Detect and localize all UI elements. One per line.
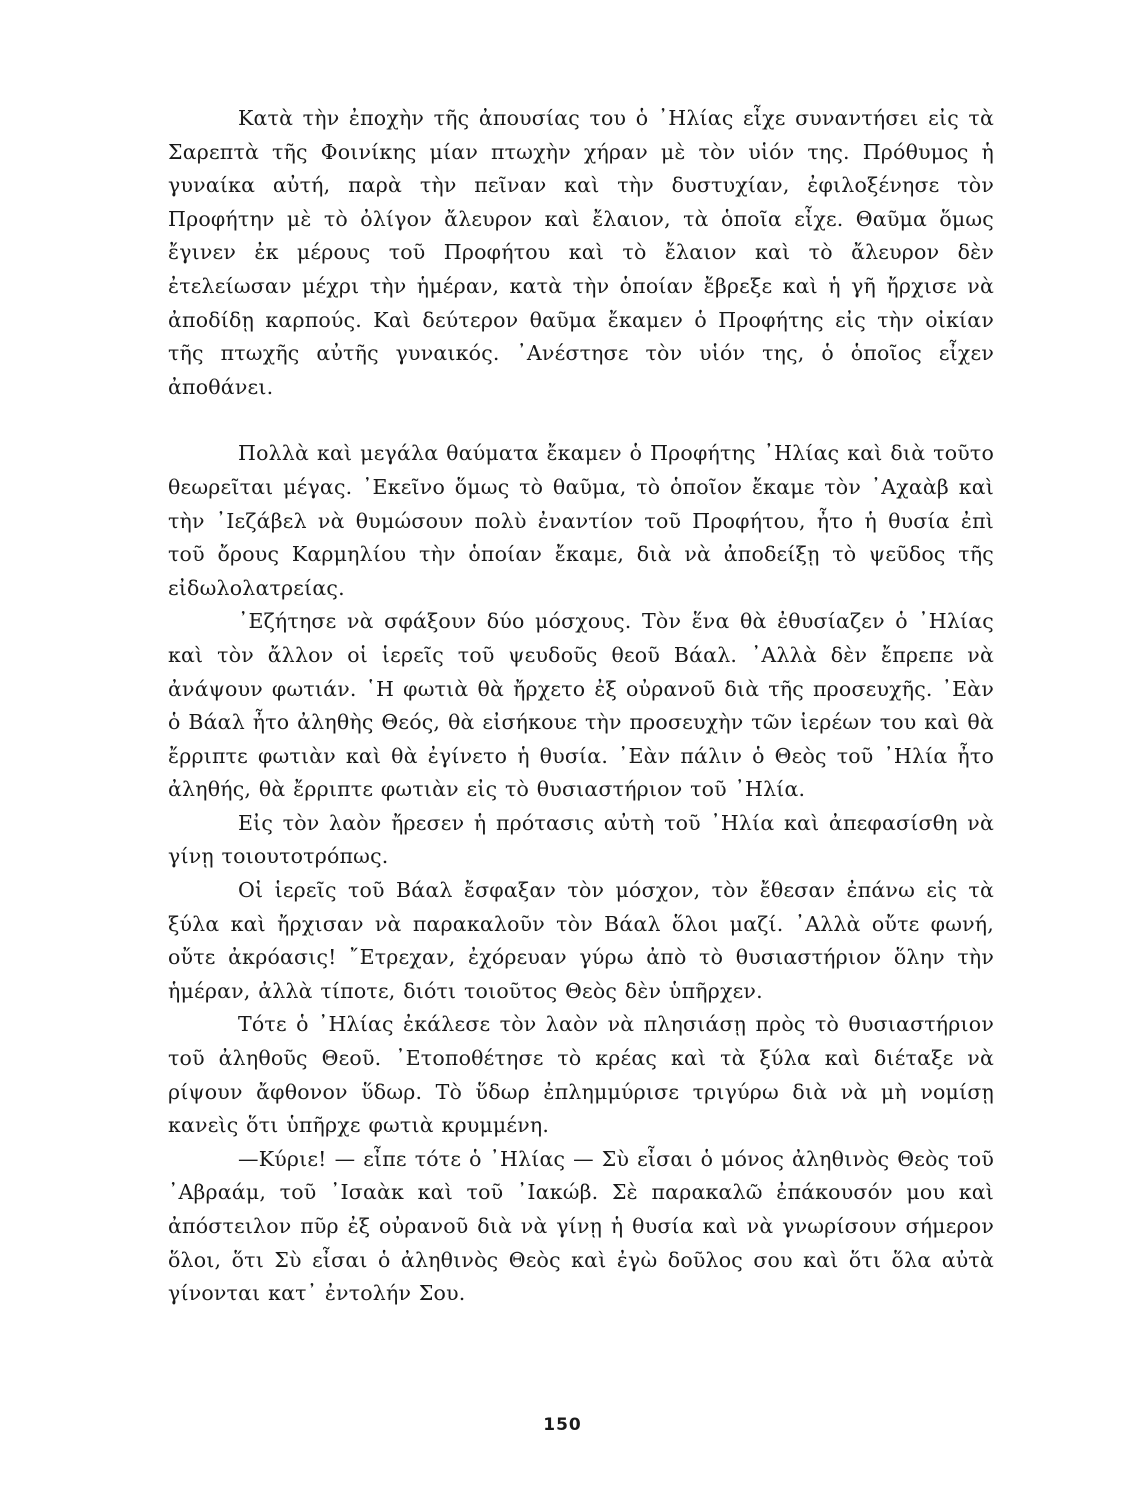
body-text — [168, 102, 994, 1311]
paragraph-two-bulls: ᾿Εζήτησε νὰ σφάξουν δύο μόσχους. Τὸν ἕνα θὰ ἐθυσίαζεν ὁ ᾿Ηλίας καὶ τὸν ἄλλον οἱ ἱερεῖς τοῦ ψευδοῦς θεοῦ Βάαλ. ᾿Αλλὰ δὲν ἔπρεπε νὰ ἀνάψουν φωτιάν. ῾Η φωτιὰ θὰ ἤρχετο ἐξ οὐρανοῦ διὰ τῆς προσευχῆς. ᾿Εὰν ὁ Βάαλ ἦτο ἀληθὴς Θεός, θὰ εἰσήκουε τὴν προσευχὴν τῶν ἱερέων του καὶ θὰ ἔρριπτε φωτιὰν καὶ θὰ ἐγίνετο ἡ θυσία. ᾿Εὰν πάλιν ὁ Θεὸς τοῦ ᾿Ηλία ἦτο ἀληθής, θὰ ἔρριπτε φωτιὰν εἰς τὸ θυσιαστήριον τοῦ ᾿Ηλία. — [168, 609, 994, 802]
paragraph-widow-of-zarephath: Κατὰ τὴν ἐποχὴν τῆς ἀπουσίας του ὁ ᾿Ηλίας εἶχε συναντήσει εἰς τὰ Σαρεπτὰ τῆς Φοινίκης μίαν πτωχὴν χήραν μὲ τὸν υἱόν της. Πρόθυμος ἡ γυναίκα αὐτή, παρὰ τὴν πεῖναν καὶ τὴν δυστυχίαν, ἐφιλοξένησε τὸν Προφήτην μὲ τὸ ὀλίγον ἄλευρον καὶ ἔλαιον, τὰ ὁποῖα εἶχε. Θαῦμα ὅμως ἔγινεν ἐκ μέρους τοῦ Προφήτου καὶ τὸ ἔλαιον καὶ τὸ ἄλευρον δὲν ἐτελείωσαν μέχρι τὴν ἡμέραν, κατὰ τὴν ὁποίαν ἔβρεξε καὶ ἡ γῆ ἤρχισε νὰ ἀποδίδῃ καρπούς. Καὶ δεύτερον θαῦμα ἔκαμεν ὁ Προφήτης εἰς τὴν οἰκίαν τῆς πτωχῆς αὐτῆς γυναικός. ᾿Ανέστησε τὸν υἱόν της, ὁ ὁποῖος εἶχεν ἀποθάνει. — [168, 106, 994, 399]
paragraph-water-on-altar: Τότε ὁ ᾿Ηλίας ἐκάλεσε τὸν λαὸν νὰ πλησιάσῃ πρὸς τὸ θυσιαστήριον τοῦ ἀληθοῦς Θεοῦ. ᾿Ετοποθέτησε τὸ κρέας καὶ τὰ ξύλα καὶ διέταξε νὰ ρίψουν ἄφθονον ὕδωρ. Τὸ ὕδωρ ἐπλημμύρισε τριγύρω διὰ νὰ μὴ νομίσῃ κανεὶς ὅτι ὑπῆρχε φωτιὰ κρυμμένη. — [168, 1012, 994, 1138]
paragraph-great-miracles: Πολλὰ καὶ μεγάλα θαύματα ἔκαμεν ὁ Προφήτης ᾿Ηλίας καὶ διὰ τοῦτο θεωρεῖται μέγας. ᾿Εκεῖνο ὅμως τὸ θαῦμα, τὸ ὁποῖον ἔκαμε τὸν ᾿Αχαὰβ καὶ τὴν ᾿Ιεζάβελ νὰ θυμώσουν πολὺ ἐναντίον τοῦ Προφήτου, ἦτο ἡ θυσία ἐπὶ τοῦ ὄρους Καρμηλίου τὴν ὁποίαν ἔκαμε, διὰ νὰ ἀποδείξῃ τὸ ψεῦδος τῆς εἰδωλολατρείας. — [168, 441, 994, 600]
paragraph-prayer-of-elijah: —Κύριε! — εἶπε τότε ὁ ᾿Ηλίας — Σὺ εἶσαι ὁ μόνος ἀληθινὸς Θεὸς τοῦ ᾿Αβραάμ, τοῦ ᾿Ισαὰκ καὶ τοῦ ᾿Ιακώβ. Σὲ παρακαλῶ ἐπάκουσόν μου καὶ ἀπόστειλον πῦρ ἐξ οὐρανοῦ διὰ νὰ γίνῃ ἡ θυσία καὶ νὰ γνωρίσουν σήμερον ὅλοι, ὅτι Σὺ εἶσαι ὁ ἀληθινὸς Θεὸς καὶ ἐγὼ δοῦλος σου καὶ ὅτι ὅλα αὐτὰ γίνονται κατ᾿ ἐντολήν Σου. — [168, 1146, 994, 1306]
paragraph-priests-of-baal: Οἱ ἱερεῖς τοῦ Βάαλ ἔσφαξαν τὸν μόσχον, τὸν ἔθεσαν ἐπάνω εἰς τὰ ξύλα καὶ ἤρχισαν νὰ παρακαλοῦν τὸν Βάαλ ὅλοι μαζί. ᾿Αλλὰ οὔτε φωνή, οὔτε ἀκρόασις! ῎Ετρεχαν, ἐχόρευαν γύρω ἀπὸ τὸ θυσιαστήριον ὅλην τὴν ἡμέραν, ἀλλὰ τίποτε, διότι τοιοῦτος Θεὸς δὲν ὑπῆρχεν. — [168, 878, 994, 1003]
paragraph-people-agreed: Εἰς τὸν λαὸν ἤρεσεν ἡ πρότασις αὐτὴ τοῦ ᾿Ηλία καὶ ἀπεφασίσθη νὰ γίνῃ τοιουτοτρόπως. — [168, 810, 994, 869]
page-number: 150 — [543, 1415, 582, 1435]
